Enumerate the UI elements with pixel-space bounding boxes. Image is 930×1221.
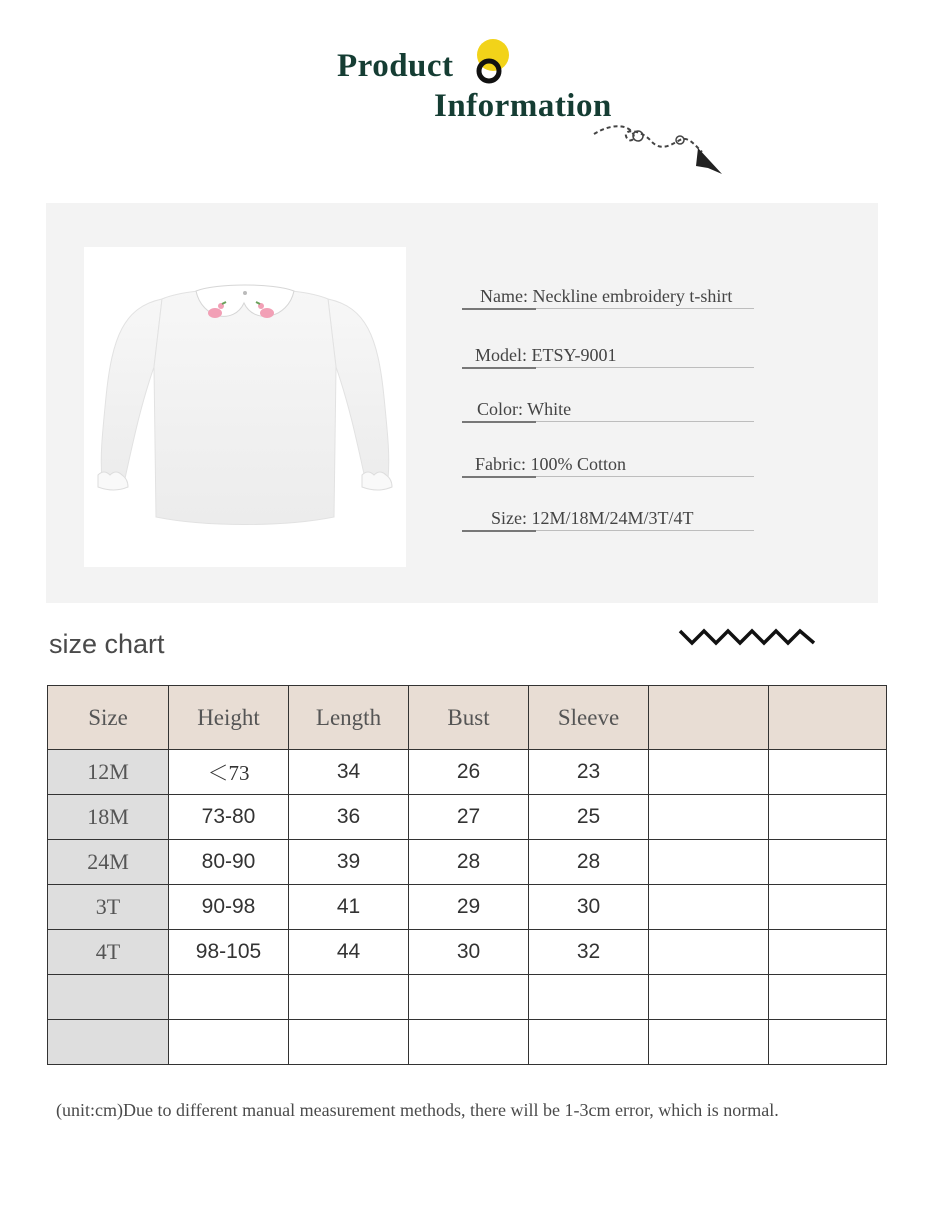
table-row: [48, 930, 887, 975]
spec-fabric: Fabric: 100% Cotton: [462, 454, 754, 477]
size-cell: 12M: [48, 750, 169, 795]
length-cell: 36: [289, 795, 409, 840]
bust-cell: 26: [409, 750, 529, 795]
empty-cell: [769, 750, 887, 795]
empty-cell: [769, 840, 887, 885]
length-cell: [289, 1020, 409, 1065]
sleeve-cell: 25: [529, 795, 649, 840]
table-row: [48, 885, 887, 930]
bust-cell: 27: [409, 795, 529, 840]
height-cell: 98-105: [169, 930, 289, 975]
empty-cell: [649, 795, 769, 840]
sleeve-cell: 28: [529, 840, 649, 885]
size-cell: 18M: [48, 795, 169, 840]
length-cell: 44: [289, 930, 409, 975]
length-cell: 41: [289, 885, 409, 930]
bust-cell: [409, 975, 529, 1020]
empty-cell: [769, 1020, 887, 1065]
spec-color: Color: White: [462, 399, 754, 422]
header-bust: Bust: [409, 686, 529, 750]
height-cell: ＜73: [169, 750, 289, 795]
table-header-row: [48, 686, 887, 750]
spec-size: Size: 12M/18M/24M/3T/4T: [462, 508, 754, 531]
tshirt-image-icon: [84, 247, 406, 567]
bust-cell: [409, 1020, 529, 1065]
size-cell: [48, 1020, 169, 1065]
size-chart-label: size chart: [49, 629, 165, 659]
sleeve-cell: 30: [529, 885, 649, 930]
zigzag-decoration-icon: [678, 625, 818, 649]
empty-cell: [649, 750, 769, 795]
header-size: Size: [48, 686, 169, 750]
header-length: Length: [289, 686, 409, 750]
empty-cell: [649, 930, 769, 975]
empty-cell: [649, 1020, 769, 1065]
empty-cell: [649, 840, 769, 885]
height-cell: 90-98: [169, 885, 289, 930]
header-empty: [769, 686, 887, 750]
empty-cell: [769, 975, 887, 1020]
size-table: [47, 685, 887, 1065]
spec-name: Name: Neckline embroidery t-shirt: [462, 286, 754, 309]
sleeve-cell: [529, 1020, 649, 1065]
empty-cell: [649, 975, 769, 1020]
title-information: Information: [434, 88, 612, 124]
header-empty: [649, 686, 769, 750]
height-cell: 73-80: [169, 795, 289, 840]
empty-cell: [769, 795, 887, 840]
product-photo: [84, 247, 406, 567]
bust-cell: 28: [409, 840, 529, 885]
empty-cell: [649, 885, 769, 930]
header-sleeve: Sleeve: [529, 686, 649, 750]
size-cell: 3T: [48, 885, 169, 930]
table-row: [48, 1020, 887, 1065]
bust-cell: 29: [409, 885, 529, 930]
length-cell: 34: [289, 750, 409, 795]
size-cell: 24M: [48, 840, 169, 885]
sleeve-cell: 32: [529, 930, 649, 975]
title-product: Product: [337, 48, 454, 84]
table-row: [48, 840, 887, 885]
length-cell: [289, 975, 409, 1020]
length-cell: 39: [289, 840, 409, 885]
table-row: [48, 975, 887, 1020]
table-row: [48, 795, 887, 840]
dotted-arrow-icon: [590, 118, 730, 182]
empty-cell: [769, 930, 887, 975]
yellow-ring-icon: [472, 38, 514, 88]
header-height: Height: [169, 686, 289, 750]
table-row: [48, 750, 887, 795]
sleeve-cell: [529, 975, 649, 1020]
height-cell: [169, 975, 289, 1020]
height-cell: 80-90: [169, 840, 289, 885]
size-cell: 4T: [48, 930, 169, 975]
height-cell: [169, 1020, 289, 1065]
sleeve-cell: 23: [529, 750, 649, 795]
empty-cell: [769, 885, 887, 930]
bust-cell: 30: [409, 930, 529, 975]
size-cell: [48, 975, 169, 1020]
spec-model: Model: ETSY-9001: [462, 345, 754, 368]
measurement-note: (unit:cm)Due to different manual measurement methods, there will be 1-3cm error, which is normal.: [56, 1100, 779, 1120]
